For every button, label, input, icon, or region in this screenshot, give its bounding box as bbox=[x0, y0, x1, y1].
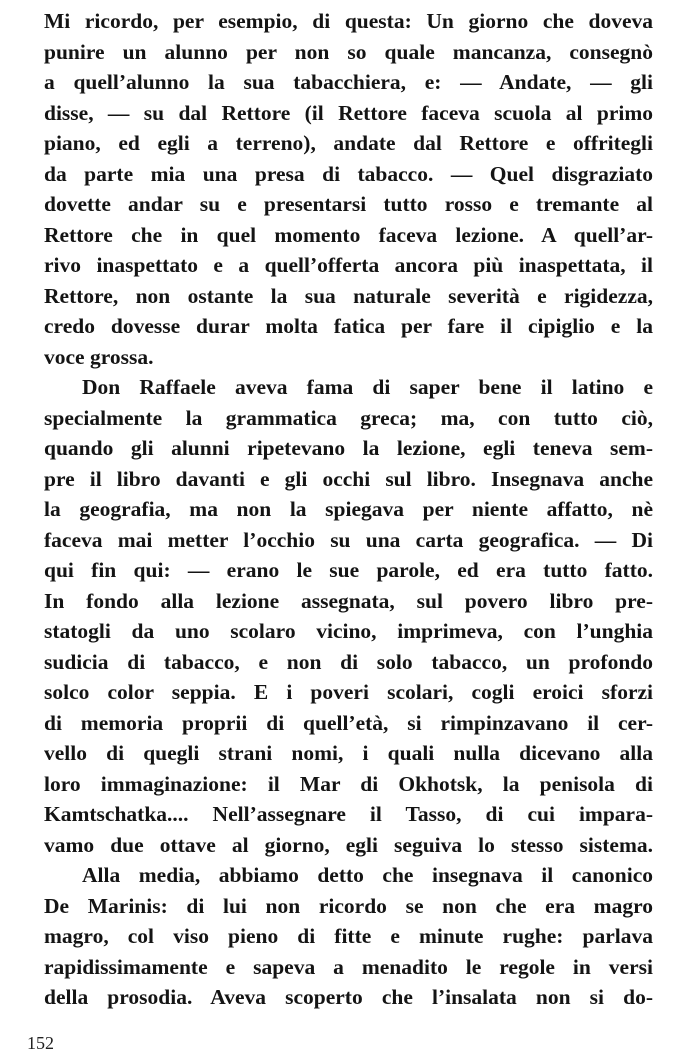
text-line: da parte mia una presa di tabacco. — Quel disgraziato bbox=[44, 161, 653, 186]
text-line: a quell’alunno la sua tabacchiera, e: — Andate, — gli bbox=[44, 70, 653, 94]
text-line: Alla media, abbiamo detto che insegnava il canonico bbox=[82, 863, 653, 887]
text-line: della prosodia. Aveva scoperto che l’insalata non si do- bbox=[44, 985, 653, 1009]
text-line: dovette andar su e presentarsi tutto rosso e tremante al bbox=[44, 192, 653, 216]
text-line: vamo due ottave al giorno, egli seguiva lo stesso sistema. bbox=[44, 832, 653, 857]
text-line: De Marinis: di lui non ricordo se non che era magro bbox=[44, 893, 653, 918]
text-line: Mi ricordo, per esempio, di questa: Un giorno che doveva bbox=[44, 9, 653, 33]
text-line: disse, — su dal Rettore (il Rettore faceva scuola al primo bbox=[44, 100, 653, 125]
text-line: faceva mai metter l’occhio su una carta geografica. — Di bbox=[44, 527, 653, 552]
text-line: di memoria proprii di quell’età, si rimpinzavano il cer- bbox=[44, 710, 653, 735]
paragraph bbox=[44, 6, 653, 372]
text-line: Don Raffaele aveva fama di saper bene il latino e bbox=[82, 375, 653, 399]
text-line: Rettore che in quel momento faceva lezione. A quell’ar- bbox=[44, 222, 653, 247]
text-line: pre il libro davanti e gli occhi sul libro. Insegnava anche bbox=[44, 466, 653, 491]
text-line: specialmente la grammatica greca; ma, con tutto ciò, bbox=[44, 405, 653, 430]
text-line: statogli da uno scolaro vicino, imprimeva, con l’unghia bbox=[44, 619, 653, 643]
text-line: qui fin qui: — erano le sue parole, ed era tutto fatto. bbox=[44, 558, 653, 582]
text-line: voce grossa. bbox=[44, 344, 154, 369]
text-line: credo dovesse durar molta fatica per fare il cipiglio e la bbox=[44, 314, 653, 338]
text-line: rapidissimamente e sapeva a menadito le regole in versi bbox=[44, 954, 653, 979]
text-line: quando gli alunni ripetevano la lezione, egli teneva sem- bbox=[44, 436, 653, 460]
text-line: vello di quegli strani nomi, i quali nulla dicevano alla bbox=[44, 741, 653, 765]
text-line: loro immaginazione: il Mar di Okhotsk, la penisola di bbox=[44, 771, 653, 796]
text-line: Kamtschatka.... Nell’assegnare il Tasso, di cui impara- bbox=[44, 802, 653, 826]
text-line: rivo inaspettato e a quell’offerta ancora più inaspettata, il bbox=[44, 253, 653, 277]
text-line: sudicia di tabacco, e non di solo tabacco, un profondo bbox=[44, 649, 653, 674]
paragraph bbox=[44, 372, 653, 860]
text-line: la geografia, ma non la spiegava per niente affatto, nè bbox=[44, 497, 653, 521]
text-line: punire un alunno per non so quale mancanza, consegnò bbox=[44, 39, 653, 64]
text-line: solco color seppia. E i poveri scolari, cogli eroici sforzi bbox=[44, 680, 653, 704]
page-number: 152 bbox=[27, 1033, 54, 1053]
page-body-text bbox=[44, 6, 653, 1013]
text-line: In fondo alla lezione assegnata, sul povero libro pre- bbox=[44, 588, 653, 613]
text-line: magro, col viso pieno di fitte e minute rughe: parlava bbox=[44, 924, 653, 948]
paragraph bbox=[44, 860, 653, 1013]
text-line: piano, ed egli a terreno), andate dal Rettore e offritegli bbox=[44, 131, 653, 155]
text-line: Rettore, non ostante la sua naturale severità e rigidezza, bbox=[44, 283, 653, 308]
